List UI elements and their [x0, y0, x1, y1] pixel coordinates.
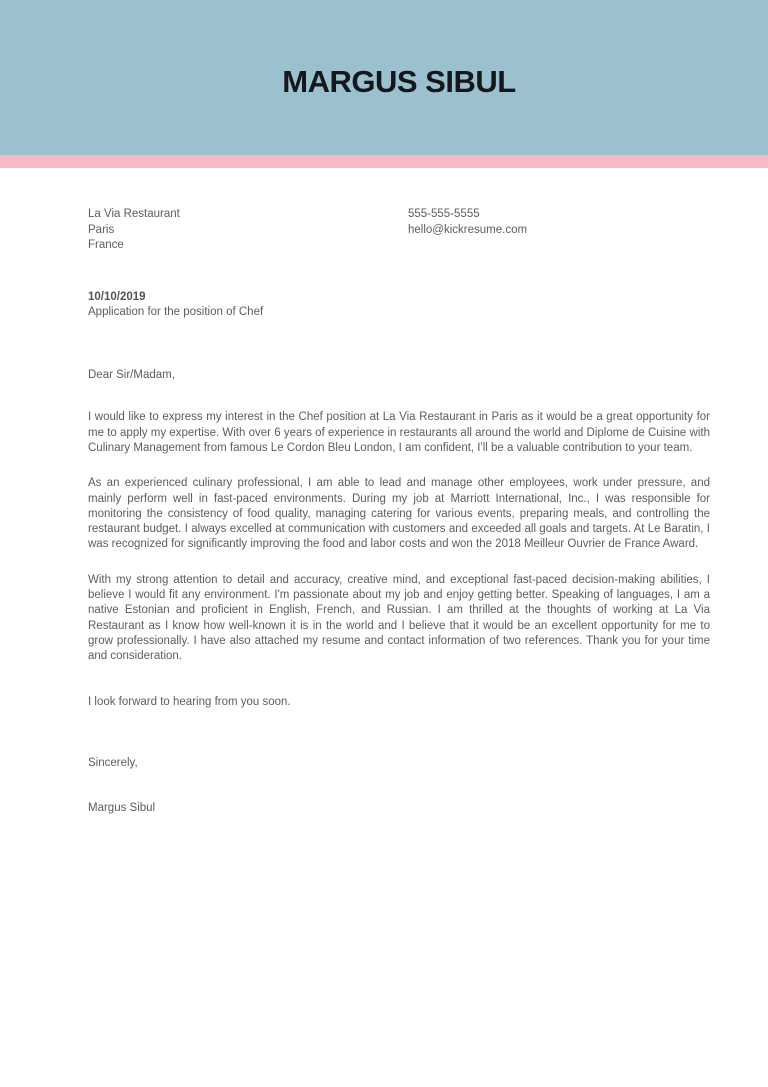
letter-paragraph-3: With my strong attention to detail and accuracy, creative mind, and exceptional fast-paced decision-making abilities, I believe I would fit any environment. I'm passionate about my job and enjoy getting better. Speaking of languages, I am a native Estonian and proficient in English, French, and Russian. I am thrilled at the thoughts of working at La Via Restaurant as I know how well-known it is in the world and I believe that it would be an excellent opportunity for me to grow professionally. I have also attached my resume and contact information of two references. Thank you for your time and consideration.: [88, 573, 710, 663]
letter-body: [0, 168, 768, 816]
contact-section: [88, 207, 710, 254]
recipient-city: Paris: [88, 223, 115, 236]
recipient-block: [88, 207, 408, 254]
header-band: [0, 0, 768, 155]
signature-name: Margus Sibul: [88, 802, 156, 815]
sender-phone: 555-555-5555: [408, 208, 480, 220]
recipient-country: France: [88, 239, 124, 251]
date-subject-block: [88, 290, 710, 321]
letter-paragraph-2: As an experienced culinary professional, I am able to lead and manage other employees, work under pressure, and mainly perform well in fast-paced environments. During my job at Marriott International, Inc., I was responsible for monitoring the consistency of food quality, managing catering for various events, preparing meals, and controlling the restaurant budget. I always excelled at communication with customers and exceeded all goals and targets. At Le Baratin, I was recognized for significantly improving the food and labor costs and won the 2018 Meilleur Ouvrier de France Award.: [88, 477, 710, 551]
candidate-name: MARGUS SIBUL: [282, 63, 516, 99]
recipient-company: La Via Restaurant: [88, 208, 180, 220]
sender-email: hello@kickresume.com: [408, 223, 528, 236]
letter-subject: Application for the position of Chef: [88, 305, 264, 318]
salutation: Dear Sir/Madam,: [88, 369, 175, 382]
closing-line: I look forward to hearing from you soon.: [88, 695, 291, 708]
sender-contact-block: [408, 207, 710, 254]
letter-paragraph-1: I would like to express my interest in the Chef position at La Via Restaurant in Paris as it would be a great opportunity for me to apply my expertise. With over 6 years of experience in restaurants all around the world and Diplome de Cuisine with Culinary Management from famous Le Cordon Bleu London, I am confident, I'll be a valuable contribution to your team.: [88, 411, 710, 454]
signoff: Sincerely,: [88, 756, 138, 769]
letter-date: 10/10/2019: [88, 290, 146, 303]
accent-stripe: [0, 155, 768, 168]
header-inner: [0, 56, 768, 100]
